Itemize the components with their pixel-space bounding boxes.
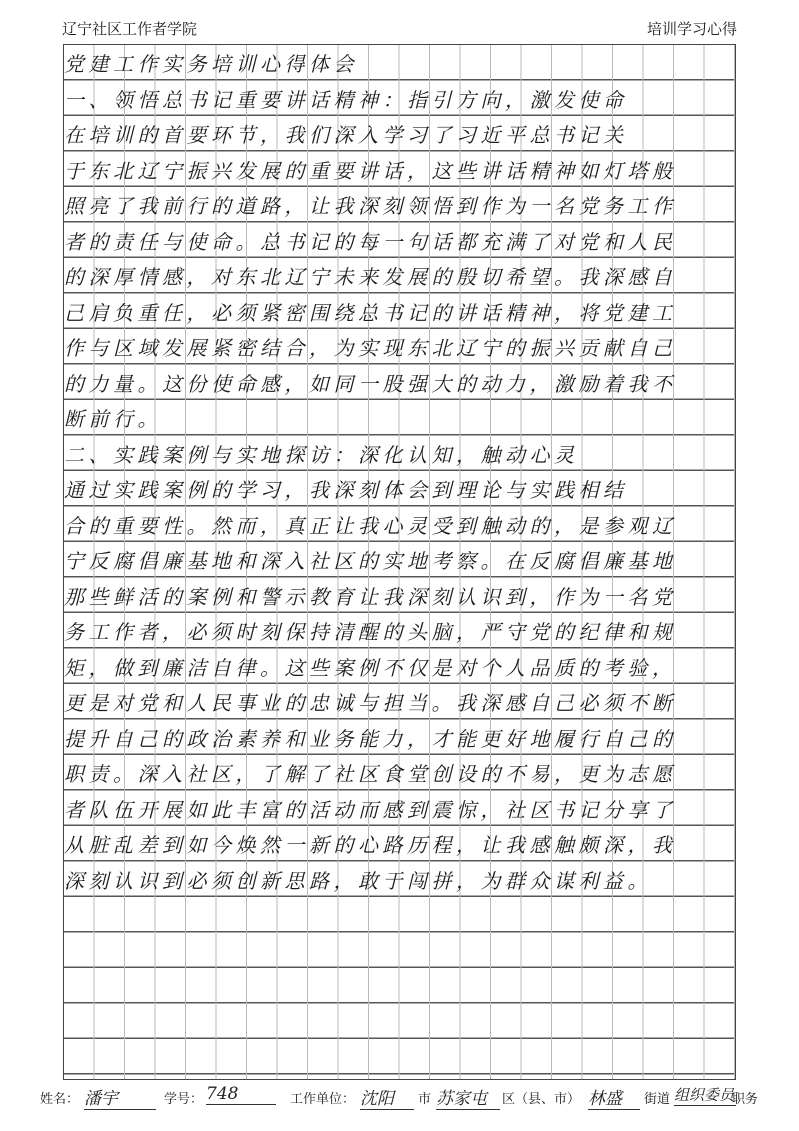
essay-line: 的力量。这份使命感，如同一股强大的动力，激励着我不 [64,371,677,396]
footer-info [40,1082,759,1112]
city-value: 沈阳 [360,1084,414,1110]
id-value: 748 [206,1084,276,1105]
manuscript-grid-sheet [63,44,736,1080]
essay-line: 的深厚情感，对东北辽宁未来发展的殷切希望。我深感自 [64,265,677,289]
handwritten-text-lines [64,45,735,1079]
essay-line: 宁反腐倡廉基地和深入社区的实地考察。在反腐倡廉基地 [64,549,677,573]
document-type: 培训学习心得 [646,20,737,38]
essay-title: 党建工作实务培训心得体会 [64,52,358,76]
id-label: 学号： [164,1092,204,1107]
institution-name: 辽宁社区工作者学院 [62,20,198,38]
essay-line: 于东北辽宁振兴发展的重要讲话，这些讲话精神如灯塔般 [64,158,677,183]
essay-line: 提升自己的政治素养和业务能力，才能更好地履行自己的 [64,726,677,751]
essay-line: 者的责任与使命。总书记的每一句话都充满了对党和人民 [64,229,677,254]
street-value: 林盛 [588,1084,640,1110]
essay-line: 作与区域发展紧密结合，为实现东北辽宁的振兴贡献自己 [64,336,677,360]
city-label: 市 [418,1092,432,1107]
essay-line: 在培训的首要环节，我们深入学习了习近平总书记关 [64,123,628,147]
essay-line: 二、实践案例与实地探访：深化认知，触动心灵 [64,442,579,467]
name-value: 潘宇 [84,1084,156,1110]
essay-line: 断前行。 [64,407,162,431]
essay-line: 己肩负重任，必须紧密围绕总书记的讲话精神，将党建工 [64,300,677,325]
essay-line: 从脏乱差到如今焕然一新的心路历程，让我感触颇深，我 [64,833,677,857]
position-label: 职务 [732,1092,759,1107]
essay-line: 者队伍开展如此丰富的活动而感到震惊，社区书记分享了 [64,797,677,822]
essay-line: 深刻认识到必须创新思路，敢于闯拼，为群众谋利益。 [64,868,652,893]
essay-line: 一、领悟总书记重要讲话精神：指引方向，激发使命 [64,87,628,112]
unit-label: 工作单位： [290,1092,356,1107]
essay-line: 通过实践案例的学习，我深刻体会到理论与实践相结 [64,478,628,502]
page-header [62,18,737,40]
district-label: 区（县、市） [502,1092,581,1107]
street-label: 街道 [644,1092,671,1107]
essay-line: 务工作者，必须时刻保持清醒的头脑，严守党的纪律和规 [64,620,677,644]
essay-line: 那些鲜活的案例和警示教育让我深刻认识到，作为一名党 [64,584,677,609]
essay-line: 照亮了我前行的道路，让我深刻领悟到作为一名党务工作 [64,194,677,218]
essay-line: 合的重要性。然而，真正让我心灵受到触动的，是参观辽 [64,513,677,538]
position-value: 组织委员 [674,1086,735,1104]
essay-line: 职责。深入社区，了解了社区食堂创设的不易，更为志愿 [64,762,677,786]
essay-line: 矩，做到廉洁自律。这些案例不仅是对个人品质的考验， [64,655,677,680]
essay-line: 更是对党和人民事业的忠诚与担当。我深感自己必须不断 [64,691,677,715]
district-value: 苏家屯 [436,1084,500,1110]
name-label: 姓名： [40,1092,80,1107]
